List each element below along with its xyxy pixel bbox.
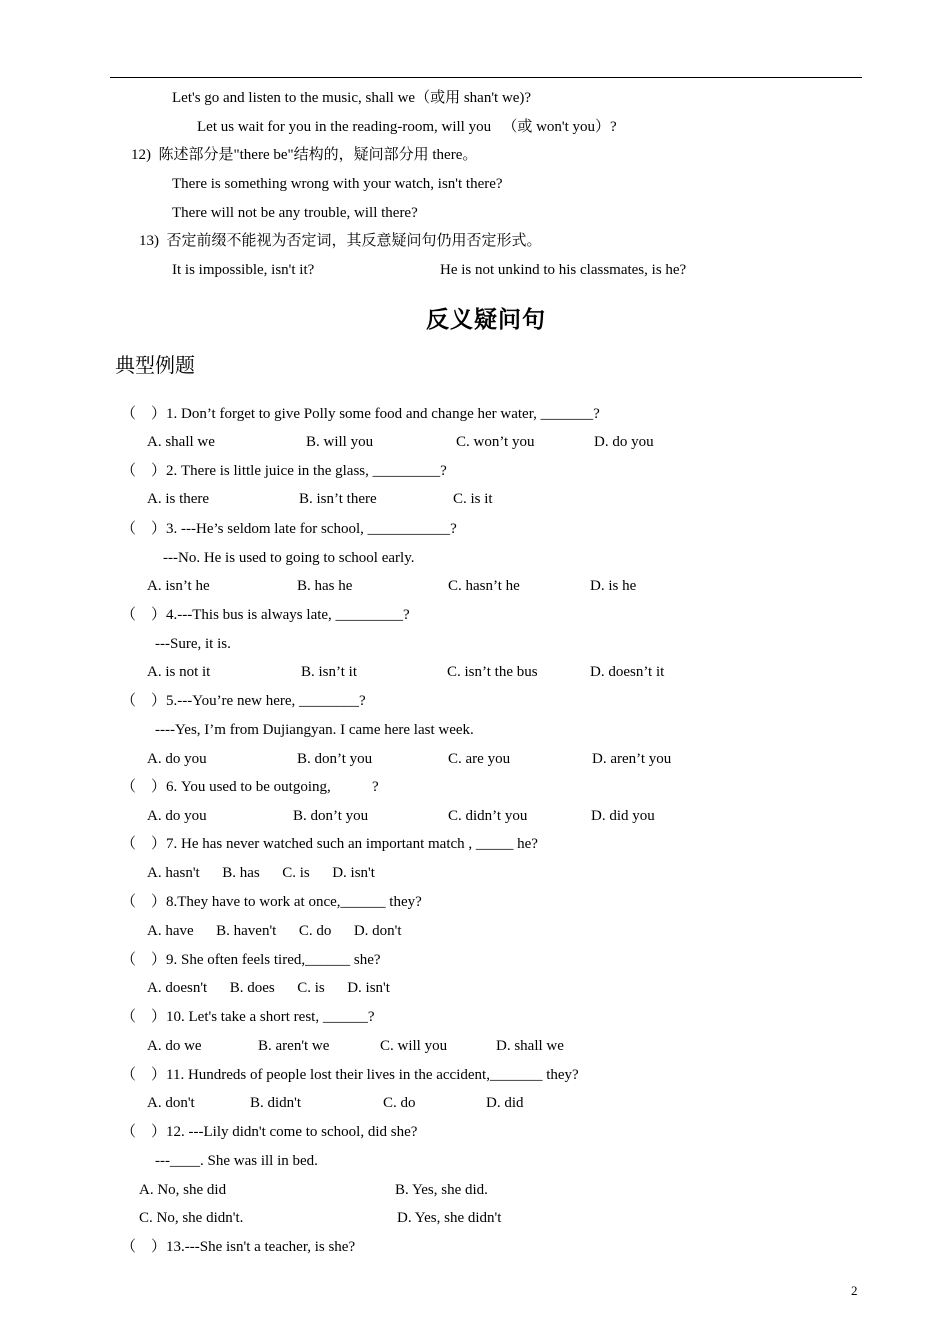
question-line: （ ）7. He has never watched such an important match , _____ he? — [121, 836, 538, 852]
header-rule — [110, 77, 862, 78]
question-line: D. aren’t you — [592, 751, 672, 767]
question-line: C. is it — [453, 491, 493, 507]
question-line: （ ）10. Let's take a short rest, ______? — [121, 1009, 375, 1025]
note-line: 13) 否定前缀不能视为否定词，其反意疑问句仍用否定形式。 — [139, 233, 542, 249]
question-line: （ ）6. You used to be outgoing, ? — [121, 779, 379, 795]
question-line: B. don’t you — [297, 751, 373, 767]
question-line: A. don't — [147, 1095, 195, 1111]
question-line: A. is not it — [147, 664, 211, 680]
question-line: B. will you — [306, 434, 374, 450]
note-line: Let us wait for you in the reading-room, will you （或 won't you）? — [197, 119, 617, 135]
question-line: B. aren't we — [258, 1038, 330, 1054]
question-line: C. do — [383, 1095, 416, 1111]
question-line: ---____. She was ill in bed. — [155, 1153, 318, 1169]
question-line: B. Yes, she did. — [395, 1182, 488, 1198]
question-line: D. shall we — [496, 1038, 564, 1054]
question-line: A. is there — [147, 491, 210, 507]
question-line: A. doesn't B. does C. is D. isn't — [147, 980, 390, 996]
question-line: （ ）4.---This bus is always late, _________? — [121, 607, 410, 623]
question-line: C. No, she didn't. — [139, 1210, 244, 1226]
question-line: （ ）1. Don’t forget to give Polly some food and change her water, _______? — [121, 406, 600, 422]
question-line: C. didn’t you — [448, 808, 528, 824]
question-line: B. has he — [297, 578, 353, 594]
page-number: 2 — [851, 1283, 858, 1298]
page-title: 反义疑问句 — [426, 307, 546, 333]
question-line: B. don’t you — [293, 808, 369, 824]
question-line: D. did — [486, 1095, 524, 1111]
question-line: D. is he — [590, 578, 637, 594]
question-line: A. No, she did — [139, 1182, 227, 1198]
question-line: （ ）9. She often feels tired,______ she? — [121, 952, 381, 968]
question-line: （ ）11. Hundreds of people lost their lives in the accident,_______ they? — [121, 1067, 579, 1083]
note-line: 12) 陈述部分是"there be"结构的，疑问部分用 there。 — [131, 147, 478, 163]
question-line: D. do you — [594, 434, 654, 450]
note-line: He is not unkind to his classmates, is he? — [440, 262, 687, 278]
question-line: C. will you — [380, 1038, 448, 1054]
note-line: It is impossible, isn't it? — [172, 262, 315, 278]
question-line: A. shall we — [147, 434, 215, 450]
question-line: ---Sure, it is. — [155, 636, 231, 652]
question-line: C. hasn’t he — [448, 578, 520, 594]
section-subtitle: 典型例题 — [115, 353, 195, 377]
question-line: D. doesn’t it — [590, 664, 665, 680]
question-line: A. hasn't B. has C. is D. isn't — [147, 865, 375, 881]
question-line: （ ）3. ---He’s seldom late for school, ___________? — [121, 521, 457, 537]
question-line: A. do you — [147, 751, 207, 767]
note-line: Let's go and listen to the music, shall we（或用 shan't we)? — [172, 90, 532, 106]
question-line: B. isn’t there — [299, 491, 377, 507]
note-line: There will not be any trouble, will there? — [172, 205, 418, 221]
question-line: B. isn’t it — [301, 664, 357, 680]
question-line: （ ）12. ---Lily didn't come to school, did she? — [121, 1124, 418, 1140]
question-line: C. isn’t the bus — [447, 664, 538, 680]
question-line: （ ）13.---She isn't a teacher, is she? — [121, 1239, 356, 1255]
question-line: （ ）2. There is little juice in the glass, _________? — [121, 463, 447, 479]
question-line: A. have B. haven't C. do D. don't — [147, 923, 402, 939]
question-line: B. didn't — [250, 1095, 302, 1111]
question-line: A. do we — [147, 1038, 202, 1054]
note-line: There is something wrong with your watch, isn't there? — [172, 176, 503, 192]
question-line: ----Yes, I’m from Dujiangyan. I came here last week. — [155, 722, 474, 738]
question-line: ---No. He is used to going to school early. — [163, 550, 415, 566]
question-line: C. won’t you — [456, 434, 535, 450]
question-line: （ ）8.They have to work at once,______ they? — [121, 894, 422, 910]
question-line: D. did you — [591, 808, 655, 824]
question-line: （ ）5.---You’re new here, ________? — [121, 693, 366, 709]
question-line: A. do you — [147, 808, 207, 824]
question-line: C. are you — [448, 751, 511, 767]
question-line: A. isn’t he — [147, 578, 210, 594]
question-line: D. Yes, she didn't — [397, 1210, 502, 1226]
